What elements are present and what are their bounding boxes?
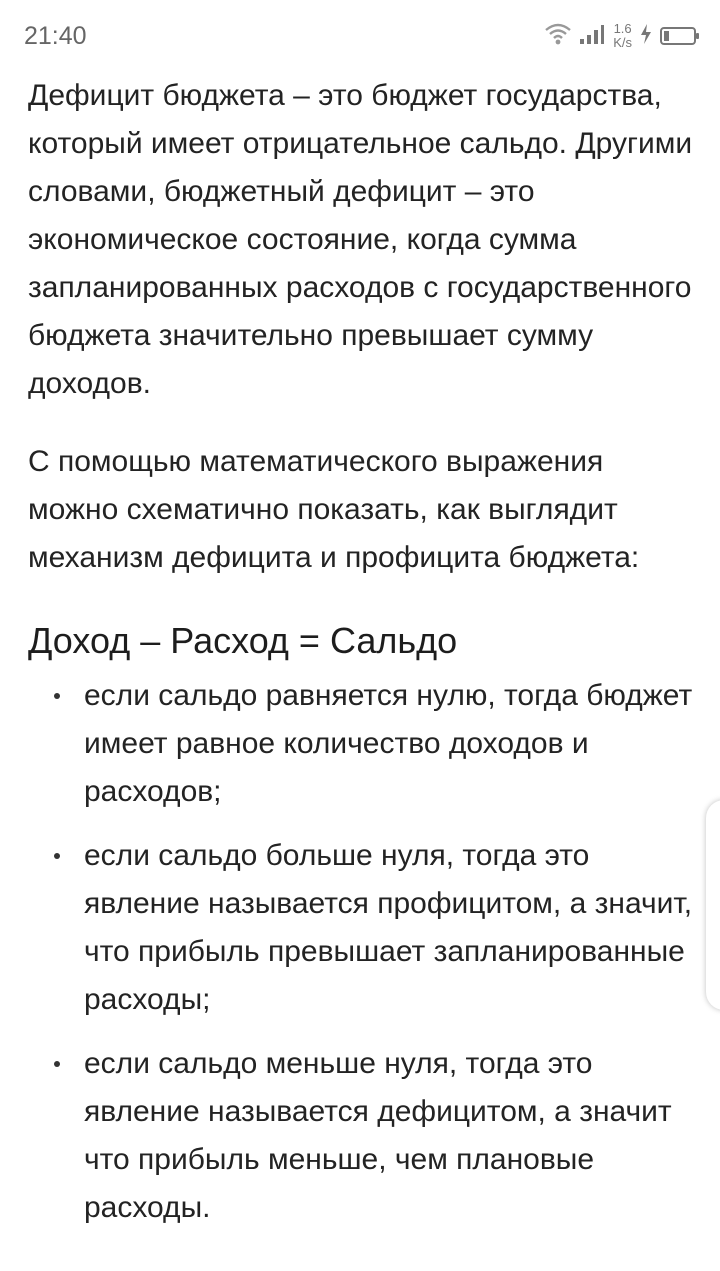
bullet-dot-icon [54,1061,60,1067]
bullet-dot-icon [54,693,60,699]
formula-heading: Доход – Расход = Сальдо [28,620,458,661]
status-time: 21:40 [24,22,87,50]
list-item [28,1040,698,1232]
charging-bolt-icon [640,23,652,50]
list-item-text: если сальдо меньше нуля, тогда это явление называется дефицитом, а значит что прибыль меньше, чем плановые расходы. [84,1047,672,1224]
status-bar [0,0,720,72]
saldo-bullet-list [28,672,698,1232]
list-item-text: если сальдо больше нуля, тогда это явление называется профицитом, а значит, что прибыль превышает запланированные расходы; [84,839,693,1016]
battery-icon [660,27,696,45]
scroll-handle[interactable] [706,800,720,1010]
signal-icon [579,23,605,50]
network-speed-unit: K/s [613,35,632,50]
wifi-icon [545,23,571,50]
list-item [28,832,698,1024]
list-item-text: если сальдо равняется нулю, тогда бюджет имеет равное количество доходов и расходов; [84,679,693,808]
list-item [28,672,698,816]
network-speed-value: 1.6 [613,21,632,36]
paragraph-math-expression: С помощью математического выражения можно схематично показать, как выглядит механизм дефицита и профицита бюджета: [28,445,640,574]
paragraph-deficit-definition: Дефицит бюджета – это бюджет государства, который имеет отрицательное сальдо. Другими словами, бюджетный дефицит – это экономическое состояние, когда сумма запланированных расходов с государственного бюджета значительно превышает сумму доходов. [28,79,693,400]
article-content [28,72,698,1248]
bullet-dot-icon [54,853,60,859]
network-speed [613,22,632,50]
status-icons [545,18,696,54]
